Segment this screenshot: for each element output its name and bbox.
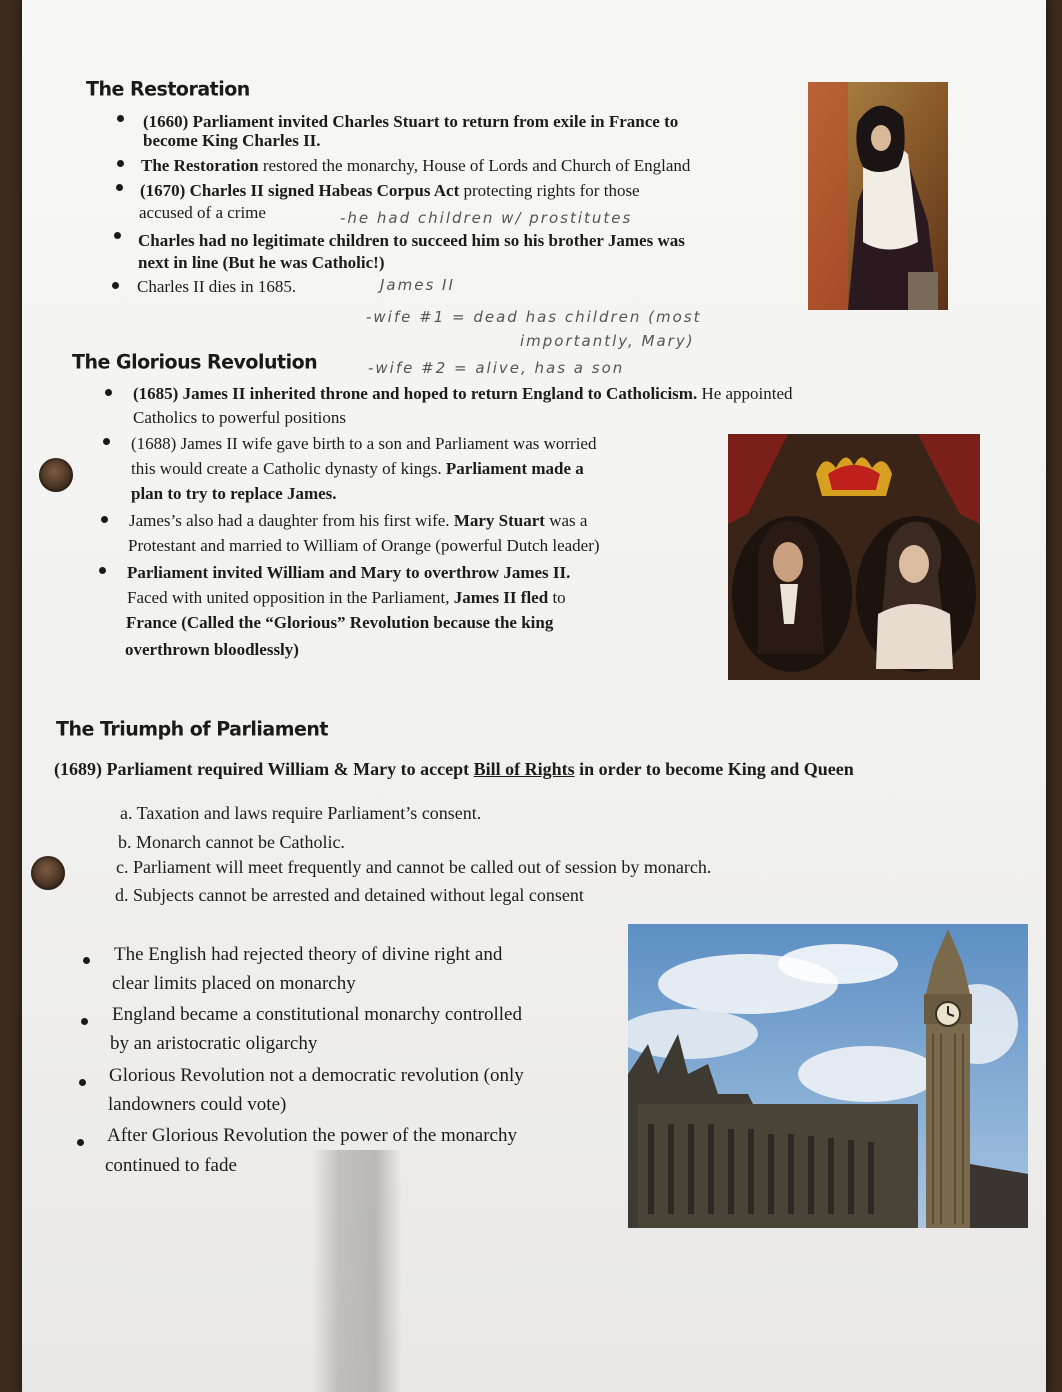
glorious-bullet-4-line-3: France (Called the “Glorious” Revolution because the king — [126, 613, 554, 632]
glorious-bullet-1-line-2: Catholics to powerful positions — [133, 408, 346, 427]
handwritten-note: importantly, Mary) — [520, 332, 695, 350]
glorious-bullet-2-line-1: (1688) James II wife gave birth to a son and Parliament was worried — [131, 434, 597, 453]
glorious-bullet-2-line-3: plan to try to replace James. — [131, 484, 337, 503]
bullet — [99, 567, 106, 574]
restoration-bullet-4-line-2: next in line (But he was Catholic!) — [138, 253, 385, 272]
bullet — [103, 438, 110, 445]
worksheet-page — [22, 0, 1046, 1392]
restoration-bullet-1-line-2: become King Charles II. — [143, 131, 321, 150]
restoration-bullet-3-line-1: (1670) Charles II signed Habeas Corpus Act protecting rights for those — [140, 181, 640, 200]
punch-hole — [31, 856, 65, 890]
glorious-bullet-3-line-1: James’s also had a daughter from his first wife. Mary Stuart was a — [129, 511, 588, 530]
bullet — [79, 1079, 86, 1086]
glorious-bullet-2-line-2: this would create a Catholic dynasty of kings. Parliament made a — [131, 459, 584, 478]
triumph-bullet-3-line-2: landowners could vote) — [108, 1094, 287, 1115]
bullet — [117, 160, 124, 167]
glorious-bullet-1-line-1: (1685) James II inherited throne and hoped to return England to Catholicism. He appointed — [133, 384, 793, 403]
bill-of-rights-term: Bill of Rights — [473, 759, 575, 779]
bullet — [105, 389, 112, 396]
william-and-mary-portrait — [728, 434, 980, 680]
handwritten-note: -wife #1 = dead has children (most — [366, 308, 702, 326]
bullet — [83, 957, 90, 964]
restoration-bullet-3-line-2: accused of a crime — [139, 203, 266, 222]
triumph-bullet-4-line-1: After Glorious Revolution the power of the monarchy — [107, 1125, 517, 1146]
handwritten-note: -wife #2 = alive, has a son — [368, 359, 625, 377]
charles-ii-portrait — [808, 82, 948, 310]
glorious-bullet-4-line-1: Parliament invited William and Mary to overthrow James II. — [127, 563, 571, 582]
bullet — [81, 1018, 88, 1025]
punch-hole — [39, 458, 73, 492]
glorious-bullet-4-line-2: Faced with united opposition in the Parliament, James II fled to — [127, 588, 566, 607]
bullet — [116, 184, 123, 191]
triumph-bullet-2-line-1: England became a constitutional monarchy controlled — [112, 1004, 522, 1025]
handwritten-note: -he had children w/ prostitutes — [340, 209, 633, 227]
triumph-bullet-1-line-1: The English had rejected theory of divine right and — [114, 944, 503, 965]
bullet — [117, 115, 124, 122]
handwritten-note: James II — [380, 276, 455, 294]
bill-of-rights-item-c: c. Parliament will meet frequently and cannot be called out of session by monarch. — [116, 857, 712, 877]
glorious-bullet-4-line-4: overthrown bloodlessly) — [125, 640, 299, 659]
restoration-bullet-2: The Restoration restored the monarchy, House of Lords and Church of England — [141, 156, 691, 175]
parliament-big-ben-photo — [628, 924, 1028, 1228]
bill-of-rights-item-a: a. Taxation and laws require Parliament’s consent. — [120, 803, 482, 823]
triumph-heading: The Triumph of Parliament — [56, 717, 328, 741]
bill-of-rights-intro: (1689) Parliament required William & Mary to accept Bill of Rights in order to become King and Queen — [54, 759, 854, 779]
bill-of-rights-item-d: d. Subjects cannot be arrested and detained without legal consent — [115, 885, 584, 905]
triumph-bullet-2-line-2: by an aristocratic oligarchy — [110, 1033, 318, 1054]
restoration-heading: The Restoration — [86, 77, 250, 101]
triumph-bullet-4-line-2: continued to fade — [105, 1155, 237, 1176]
bullet — [77, 1139, 84, 1146]
restoration-bullet-1-line-1: (1660) Parliament invited Charles Stuart to return from exile in France to — [143, 112, 679, 131]
glorious-bullet-3-line-2: Protestant and married to William of Orange (powerful Dutch leader) — [128, 536, 600, 555]
triumph-bullet-1-line-2: clear limits placed on monarchy — [112, 973, 356, 994]
restoration-bullet-5: Charles II dies in 1685. — [137, 277, 297, 296]
restoration-bullet-4-line-1: Charles had no legitimate children to succeed him so his brother James was — [138, 231, 685, 250]
bullet — [112, 282, 119, 289]
bill-of-rights-item-b: b. Monarch cannot be Catholic. — [118, 832, 345, 852]
bullet — [101, 516, 108, 523]
glorious-revolution-heading: The Glorious Revolution — [72, 350, 318, 374]
triumph-bullet-3-line-1: Glorious Revolution not a democratic revolution (only — [109, 1065, 524, 1086]
shadow-overlay — [312, 1150, 402, 1392]
bullet — [114, 232, 121, 239]
